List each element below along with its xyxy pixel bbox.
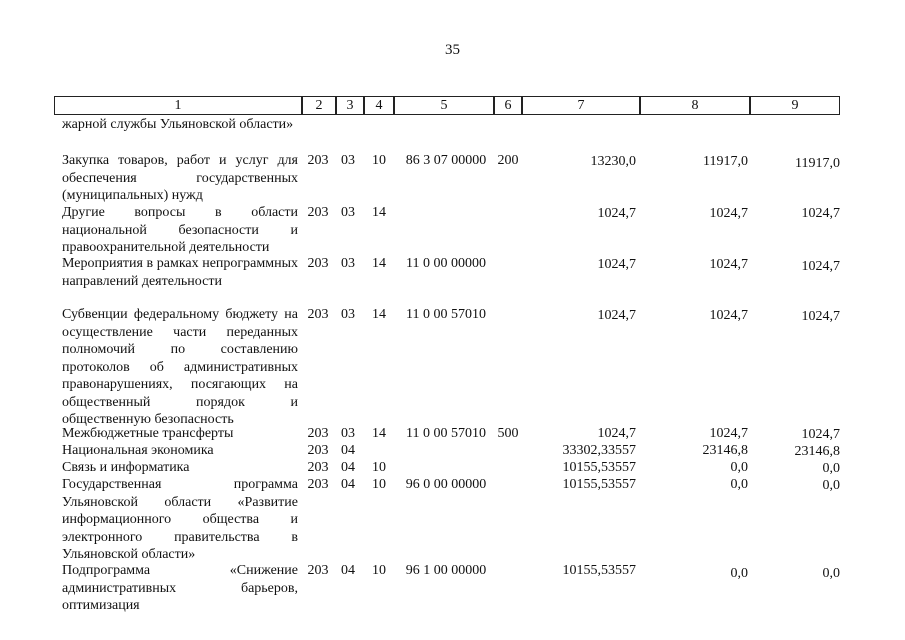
row-code-section: 04 [341, 477, 355, 492]
row-code-admin: 203 [307, 205, 329, 220]
row-value-9: 11917,0 [795, 156, 840, 171]
row-name: Закупка товаров, работ и услуг для обеспечения государственных (муниципальных) нужд [62, 153, 298, 203]
row-name: Национальная экономика [62, 443, 214, 458]
row-value-8: 11917,0 [703, 154, 748, 169]
row-code-section: 04 [341, 443, 355, 458]
row-name: Мероприятия в рамках непрограммных направлений деятельности [62, 256, 298, 289]
row-code-target: 86 3 07 00000 [405, 153, 487, 168]
row-code-expense: 500 [497, 426, 519, 441]
row-value-8: 0,0 [730, 460, 748, 475]
row-value-7: 1024,7 [597, 206, 636, 221]
row-code-section: 04 [341, 460, 355, 475]
row-value-9: 1024,7 [801, 206, 840, 221]
row-code-admin: 203 [307, 426, 329, 441]
row-code-section: 03 [341, 205, 355, 220]
header-col-2: 2 [302, 96, 336, 115]
row-code-target: 11 0 00 57010 [406, 426, 486, 441]
row-name: Государственная программа Ульяновской области «Развитие информационного общества и электронного правительства в Ульяновской области» [62, 477, 298, 562]
row-value-7: 1024,7 [597, 426, 636, 441]
row-code-admin: 203 [307, 307, 329, 322]
row-value-9: 1024,7 [801, 259, 840, 274]
row-value-7: 33302,33557 [562, 443, 636, 458]
row-name: Межбюджетные трансферты [62, 426, 234, 441]
row-code-target: 11 0 00 57010 [406, 307, 486, 322]
row-value-9: 1024,7 [801, 309, 840, 324]
row-code-subsection: 10 [372, 460, 386, 475]
row-value-7: 1024,7 [597, 257, 636, 272]
page-number: 35 [445, 42, 460, 58]
row-name: Субвенции федеральному бюджету на осуществление части переданных полномочий по составлению протоколов об административных правонарушениях, посягающих на общественный порядок и общественную безопасность [62, 307, 298, 427]
row-value-9: 0,0 [822, 478, 840, 493]
header-col-3: 3 [336, 96, 364, 115]
row-code-section: 03 [341, 426, 355, 441]
row-value-7: 1024,7 [597, 308, 636, 323]
row-code-target: 96 1 00 00000 [405, 563, 487, 578]
row-code-target: 96 0 00 00000 [405, 477, 487, 492]
row-code-admin: 203 [307, 563, 329, 578]
header-col-4: 4 [364, 96, 394, 115]
row-value-8: 1024,7 [709, 206, 748, 221]
row-code-section: 03 [341, 307, 355, 322]
row-code-section: 04 [341, 563, 355, 578]
row-value-8: 0,0 [730, 566, 748, 581]
row-code-expense: 200 [497, 153, 519, 168]
row-code-admin: 203 [307, 460, 329, 475]
row-value-8: 23146,8 [702, 443, 748, 458]
row-code-subsection: 14 [372, 426, 386, 441]
header-col-9: 9 [750, 96, 840, 115]
row-code-admin: 203 [307, 443, 329, 458]
row-code-target: 11 0 00 00000 [406, 256, 486, 271]
row-code-subsection: 10 [372, 563, 386, 578]
row-value-9: 1024,7 [801, 427, 840, 442]
row-code-admin: 203 [307, 477, 329, 492]
header-col-6: 6 [494, 96, 522, 115]
header-col-5: 5 [394, 96, 494, 115]
row-code-subsection: 14 [372, 256, 386, 271]
row-code-admin: 203 [307, 153, 329, 168]
row-name: Другие вопросы в области национальной безопасности и правоохранительной деятельности [62, 205, 298, 255]
row-name: жарной службы Ульяновской области» [62, 117, 294, 132]
row-code-section: 03 [341, 256, 355, 271]
row-name: Связь и информатика [62, 460, 190, 475]
row-code-section: 03 [341, 153, 355, 168]
row-code-subsection: 10 [372, 477, 386, 492]
row-name: Подпрограмма «Снижение административных барьеров, оптимизация [62, 563, 298, 613]
row-code-subsection: 14 [372, 307, 386, 322]
header-col-1: 1 [54, 96, 302, 115]
row-value-7: 10155,53557 [562, 563, 636, 578]
row-value-7: 10155,53557 [562, 460, 636, 475]
row-value-9: 0,0 [822, 566, 840, 581]
row-value-8: 1024,7 [709, 426, 748, 441]
header-col-7: 7 [522, 96, 640, 115]
header-col-8: 8 [640, 96, 750, 115]
row-code-subsection: 10 [372, 153, 386, 168]
row-code-admin: 203 [307, 256, 329, 271]
row-value-9: 0,0 [822, 461, 840, 476]
row-value-7: 10155,53557 [562, 477, 636, 492]
row-value-7: 13230,0 [590, 154, 636, 169]
row-value-8: 1024,7 [709, 257, 748, 272]
row-value-9: 23146,8 [794, 444, 840, 459]
row-value-8: 0,0 [730, 477, 748, 492]
row-value-8: 1024,7 [709, 308, 748, 323]
row-code-subsection: 14 [372, 205, 386, 220]
